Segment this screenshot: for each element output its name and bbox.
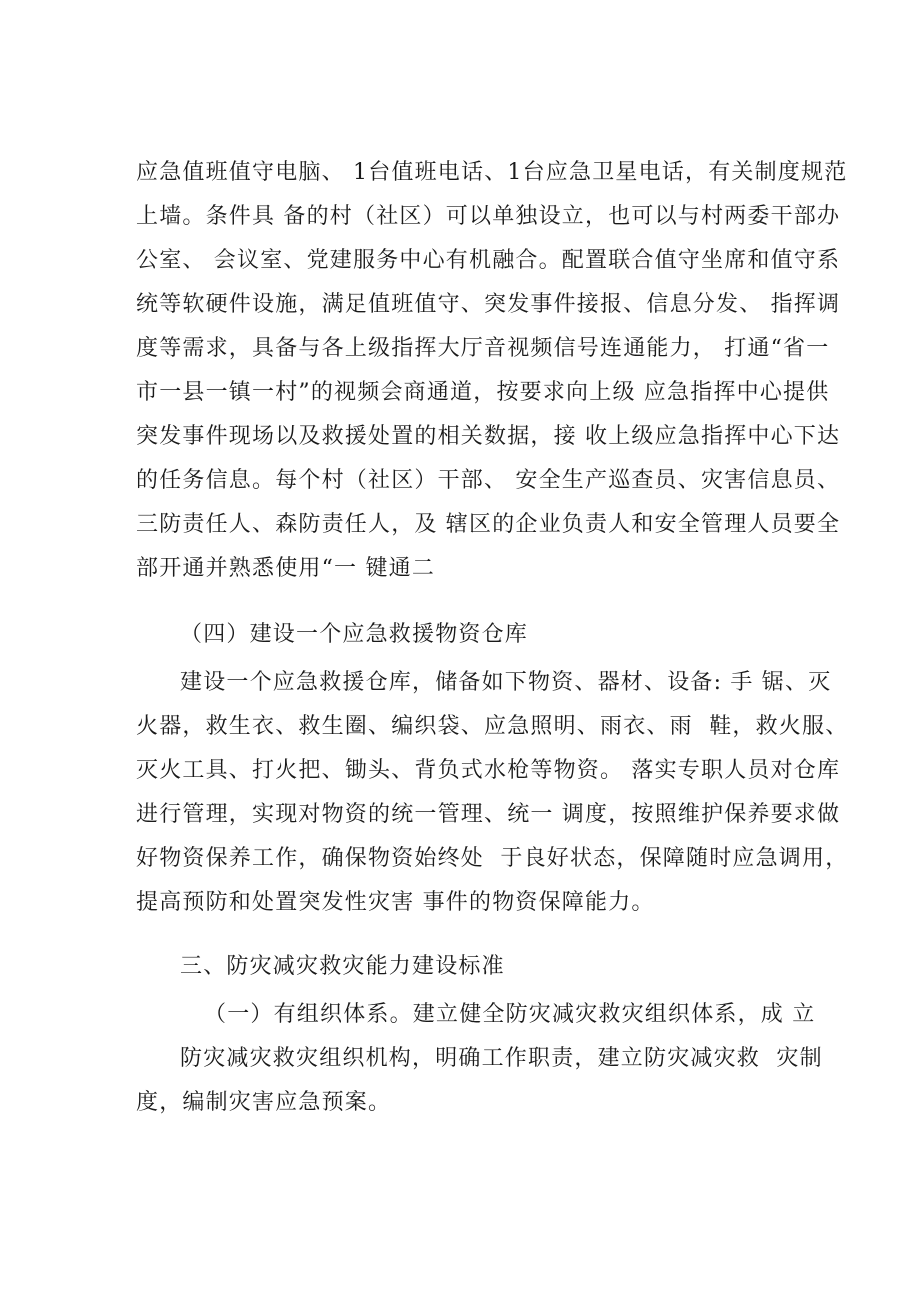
section-heading: 三、防灾减灾救灾能力建设标准: [180, 954, 505, 979]
paragraph-line: 建设一个应急救援仓库，储备如下物资、器材、设备: 手 锯、灭: [180, 670, 832, 695]
paragraph-line: 好物资保养工作，确保物资始终处 于良好状态，保障随时应急调用，: [136, 846, 849, 871]
section-heading: （四）建设一个应急救援物资仓库: [180, 622, 529, 647]
paragraph-line: 火器，救生衣、救生圈、编织袋、应急照明、雨衣、雨 鞋，救火服、: [136, 714, 849, 739]
paragraph-line: 统等软硬件设施，满足值班值守、突发事件接报、信息分发、 指挥调: [136, 292, 841, 317]
paragraph-line: 部开通并熟悉使用“一 键通二: [136, 556, 436, 581]
paragraph-line: 进行管理，实现对物资的统一管理、统一 调度，按照维护保养要求做: [136, 802, 841, 827]
paragraph-line: 度等需求，具备与各上级指挥大厅音视频信号连通能力， 打通“省一: [136, 336, 830, 361]
paragraph-line: 防灾减灾救灾组织机构，明确工作职责，建立防灾减灾救 灾制: [180, 1046, 823, 1071]
paragraph-line: 市一县一镇一村”的视频会商通道，按要求向上级 应急指挥中心提供: [136, 380, 830, 405]
paragraph-line: 三防责任人、森防责任人，及 辖区的企业负责人和安全管理人员要全: [136, 512, 841, 537]
paragraph-line: 公室、 会议室、党建服务中心有机融合。配置联合值守坐席和值守系: [136, 248, 841, 273]
paragraph-line: 突发事件现场以及救援处置的相关数据，接 收上级应急指挥中心下达: [136, 424, 841, 449]
paragraph-line: 的任务信息。每个村（社区）干部、 安全生产巡查员、灾害信息员、: [136, 468, 841, 493]
paragraph-line: 应急值班值守电脑、 1台值班电话、1台应急卫星电话，有关制度规范: [136, 160, 848, 185]
paragraph-line: 上墙。条件具 备的村（社区）可以单独设立，也可以与村两委干部办: [136, 204, 841, 229]
paragraph-line: 提高预防和处置突发性灾害 事件的物资保障能力。: [136, 890, 655, 915]
paragraph-line: 灭火工具、打火把、锄头、背负式水枪等物资。 落实专职人员对仓库: [136, 758, 841, 783]
paragraph-line: （一）有组织体系。建立健全防灾减灾救灾组织体系，成 立: [204, 1002, 816, 1027]
paragraph-line: 度，编制灾害应急预案。: [136, 1090, 392, 1115]
